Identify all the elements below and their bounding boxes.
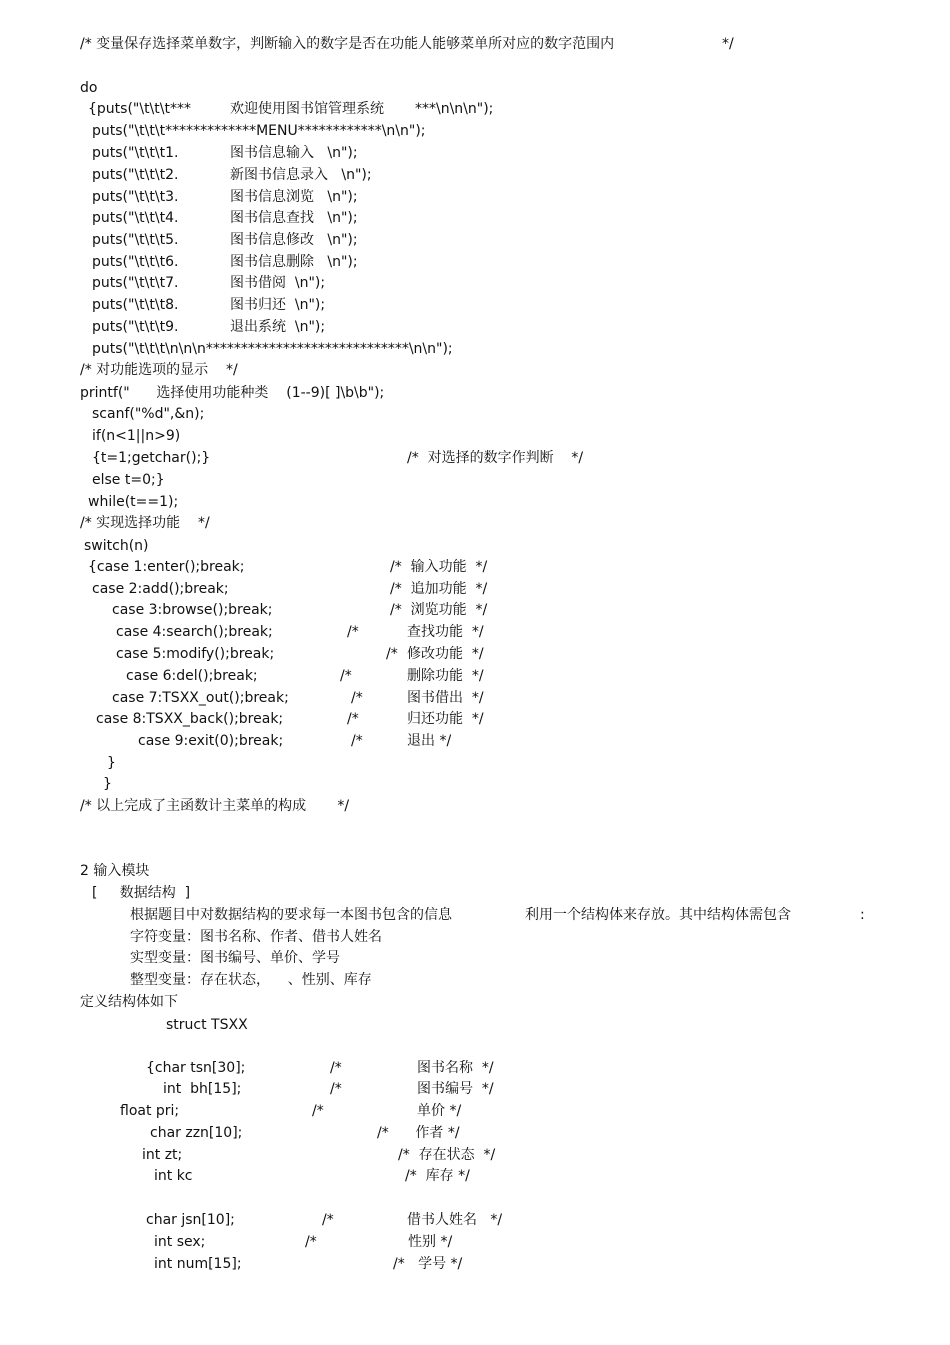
text-line: {case 1:enter();break; (88, 559, 245, 575)
text-line: float pri; (120, 1103, 180, 1119)
text-line: puts("\t\t\t5. (92, 232, 179, 248)
text-line: scanf("%d",&n); (92, 406, 205, 422)
code-comment: /* 追加功能 */ (390, 581, 488, 597)
text-line: puts("\t\t\t2. (92, 167, 179, 183)
text-line: else t=0;} (92, 472, 165, 488)
text-line: case 6:del();break; (126, 668, 258, 684)
text-line: int num[15]; (154, 1256, 242, 1272)
text-line: case 4:search();break; (116, 624, 273, 640)
text-line: } (103, 776, 112, 792)
text-line: char jsn[10]; (146, 1212, 235, 1228)
code-comment: 借书人姓名 */ (407, 1212, 503, 1228)
code-comment: /* 浏览功能 */ (390, 602, 488, 618)
code-comment: 图书信息修改 \n"); (230, 232, 358, 248)
text-line: puts("\t\t\t4. (92, 210, 179, 226)
code-comment: /* (330, 1060, 342, 1076)
text-line: case 5:modify();break; (116, 646, 275, 662)
code-comment: : (860, 907, 865, 923)
code-comment: /* (312, 1103, 324, 1119)
code-comment: 图书信息输入 \n"); (230, 145, 358, 161)
text-line: 整型变量：存在状态， 、性别、库存 (130, 972, 372, 988)
text-line: {t=1;getchar();} (92, 450, 211, 466)
code-comment: */ (722, 36, 734, 52)
code-comment: 新图书信息录入 \n"); (230, 167, 372, 183)
text-line: 定义结构体如下 (80, 994, 178, 1010)
code-comment: 修改功能 */ (407, 646, 484, 662)
code-comment: /* (351, 690, 363, 706)
code-comment: 利用一个结构体来存放。其中结构体需包含 (525, 907, 791, 923)
code-comment: /* (340, 668, 352, 684)
code-comment: /* 学号 */ (393, 1256, 463, 1272)
code-comment: 欢迎使用图书馆管理系统 (230, 101, 384, 117)
code-comment: 图书归还 \n"); (230, 297, 326, 313)
text-line: case 7:TSXX_out();break; (112, 690, 289, 706)
text-line: puts("\t\t\t1. (92, 145, 179, 161)
text-line: puts("\t\t\t\n\n\n*****************************\n\n"); (92, 341, 453, 357)
code-comment: /* 存在状态 */ (398, 1147, 496, 1163)
text-line: 字符变量：图书名称、作者、借书人姓名 (130, 929, 382, 945)
text-line: case 3:browse();break; (112, 602, 273, 618)
code-comment: /* (347, 711, 359, 727)
text-line: int zt; (142, 1147, 183, 1163)
text-line: printf(" 选择使用功能种类 (1--9)[ ]\b\b"); (80, 385, 385, 401)
text-line: puts("\t\t\t9. (92, 319, 179, 335)
text-line: [ 数据结构 ] (92, 885, 191, 901)
text-line: /* 以上完成了主函数计主菜单的构成 */ (80, 798, 350, 814)
text-line: puts("\t\t\t7. (92, 275, 179, 291)
code-comment: 图书信息浏览 \n"); (230, 189, 358, 205)
code-comment: ***\n\n\n"); (415, 101, 494, 117)
text-line: case 2:add();break; (92, 581, 229, 597)
code-comment: 图书信息查找 \n"); (230, 210, 358, 226)
code-comment: /* (347, 624, 359, 640)
code-comment: /* 库存 */ (405, 1168, 470, 1184)
code-comment: 查找功能 */ (407, 624, 484, 640)
code-comment: /* 对选择的数字作判断 */ (407, 450, 584, 466)
code-comment: /* 作者 */ (377, 1125, 460, 1141)
code-comment: /* (351, 733, 363, 749)
text-line: while(t==1); (88, 494, 179, 510)
text-line: if(n<1||n>9) (92, 428, 181, 444)
text-line: switch(n) (84, 538, 149, 554)
text-line: case 8:TSXX_back();break; (96, 711, 284, 727)
text-line: case 9:exit(0);break; (138, 733, 284, 749)
text-line: 实型变量：图书编号、单价、学号 (130, 950, 340, 966)
text-line: {puts("\t\t\t*** (88, 101, 191, 117)
code-comment: 图书信息删除 \n"); (230, 254, 358, 270)
code-comment: 图书借阅 \n"); (230, 275, 326, 291)
code-comment: 退出系统 \n"); (230, 319, 326, 335)
code-comment: /* (386, 646, 398, 662)
code-comment: 单价 */ (417, 1103, 462, 1119)
code-comment: 退出 */ (407, 733, 452, 749)
text-line: char zzn[10]; (150, 1125, 243, 1141)
text-line: /* 变量保存选择菜单数字，判断输入的数字是否在功能人能够菜单所对应的数字范围内 (80, 36, 615, 52)
text-line: /* 对功能选项的显示 */ (80, 362, 238, 378)
text-line: int bh[15]; (163, 1081, 242, 1097)
text-line: puts("\t\t\t8. (92, 297, 179, 313)
text-line: struct TSXX (166, 1017, 248, 1033)
text-line: 根据题目中对数据结构的要求每一本图书包含的信息 (130, 907, 452, 923)
code-comment: 性别 */ (408, 1234, 453, 1250)
text-line: do (80, 80, 98, 96)
code-comment: 图书借出 */ (407, 690, 484, 706)
text-line: puts("\t\t\t6. (92, 254, 179, 270)
code-comment: /* (305, 1234, 317, 1250)
code-comment: /* (322, 1212, 334, 1228)
text-line: int sex; (154, 1234, 206, 1250)
text-line: int kc (154, 1168, 193, 1184)
code-comment: /* 输入功能 */ (390, 559, 488, 575)
code-comment: /* (330, 1081, 342, 1097)
code-comment: 图书编号 */ (417, 1081, 494, 1097)
text-line: puts("\t\t\t*************MENU************\n\n"); (92, 123, 426, 139)
text-line: {char tsn[30]; (146, 1060, 246, 1076)
code-comment: 归还功能 */ (407, 711, 484, 727)
text-line: /* 实现选择功能 */ (80, 515, 210, 531)
text-line: puts("\t\t\t3. (92, 189, 179, 205)
text-line: } (107, 755, 116, 771)
code-comment: 图书名称 */ (417, 1060, 494, 1076)
code-comment: 删除功能 */ (407, 668, 484, 684)
text-line: 2 输入模块 (80, 863, 150, 879)
